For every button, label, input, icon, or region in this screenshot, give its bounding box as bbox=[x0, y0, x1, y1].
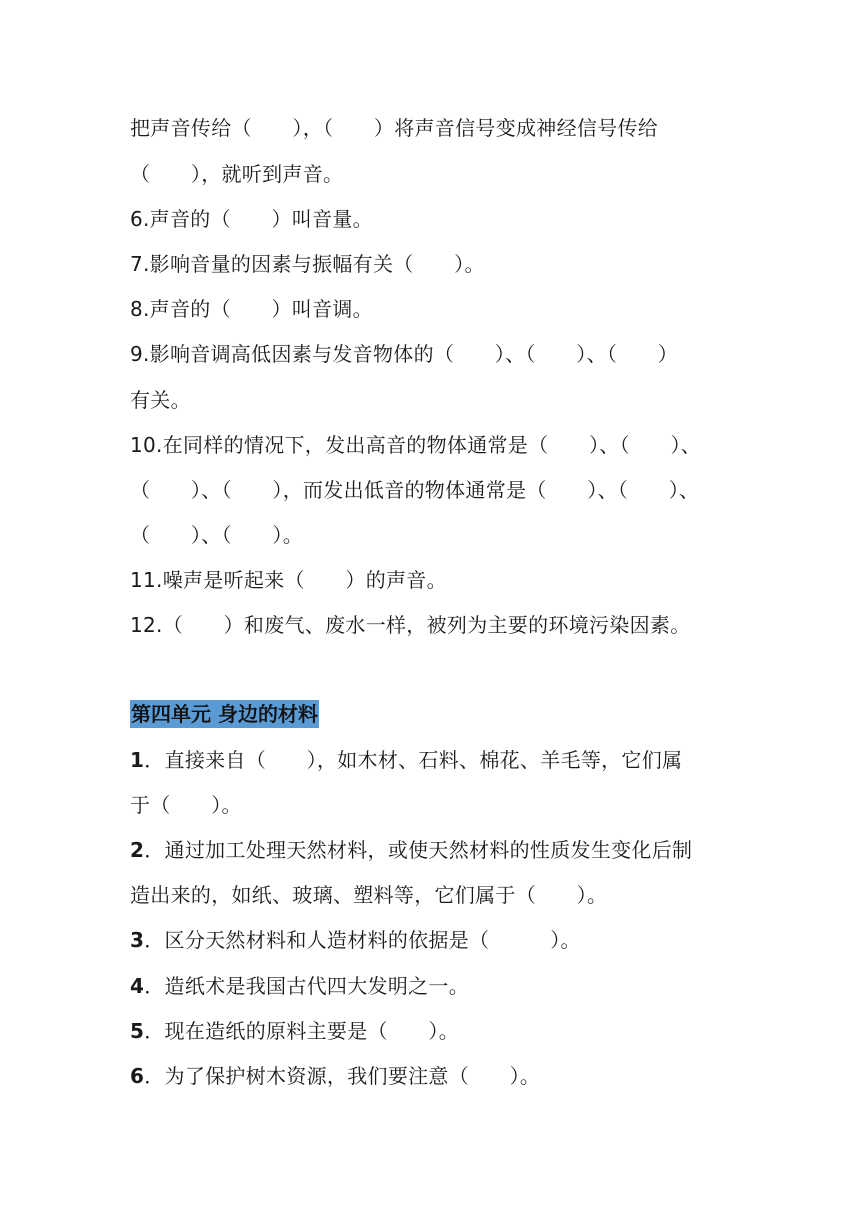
text-line: 把声音传给（ ），（ ）将声音信号变成神经信号传给 bbox=[130, 116, 659, 140]
item-text: ．为了保护树木资源，我们要注意（ ）。 bbox=[144, 1064, 541, 1088]
item-text: ．直接来自（ ），如木材、石料、棉花、羊毛等，它们属 bbox=[144, 748, 683, 772]
item-number: 3 bbox=[130, 928, 145, 952]
item-number: 2 bbox=[130, 838, 145, 862]
item-text: ．现在造纸的原料主要是（ ）。 bbox=[144, 1019, 460, 1043]
item-text: ．通过加工处理天然材料，或使天然材料的性质发生变化后制 bbox=[144, 838, 693, 862]
material-question-4 bbox=[130, 972, 730, 1000]
text-line: （ ），就听到声音。 bbox=[130, 162, 344, 186]
material-question-3 bbox=[130, 926, 730, 954]
item-text: ．造纸术是我国古代四大发明之一。 bbox=[144, 974, 470, 998]
question-12: 12.（ ）和废气、废水一样，被列为主要的环境污染因素。 bbox=[130, 613, 691, 637]
item-text: ．区分天然材料和人造材料的依据是（ ）。 bbox=[144, 928, 581, 952]
text-line: （ ）、（ ），而发出低音的物体通常是（ ）、（ ）、 bbox=[130, 478, 700, 502]
question-10: 10.在同样的情况下，发出高音的物体通常是（ ）、（ ）、 bbox=[130, 433, 702, 457]
question-6: 6.声音的（ ）叫音量。 bbox=[130, 207, 373, 231]
material-question-2 bbox=[130, 836, 730, 864]
item-text: 于（ ）。 bbox=[130, 793, 242, 817]
item-number: 1 bbox=[130, 748, 145, 772]
material-question-5 bbox=[130, 1017, 730, 1045]
question-8: 8.声音的（ ）叫音调。 bbox=[130, 297, 373, 321]
text-line: 有关。 bbox=[130, 388, 191, 412]
item-number: 6 bbox=[130, 1064, 145, 1088]
material-question-1 bbox=[130, 746, 730, 774]
material-question-6 bbox=[130, 1062, 730, 1090]
text-line bbox=[130, 881, 730, 909]
section-heading: 第四单元 身边的材料 bbox=[131, 702, 318, 726]
text-line: （ ）、（ ）。 bbox=[130, 523, 303, 547]
text-line bbox=[130, 791, 730, 819]
question-11: 11.噪声是听起来（ ）的声音。 bbox=[130, 568, 447, 592]
item-number: 4 bbox=[130, 974, 145, 998]
question-7: 7.影响音量的因素与振幅有关（ ）。 bbox=[130, 252, 485, 276]
question-9: 9.影响音调高低因素与发音物体的（ ）、（ ）、（ ） bbox=[130, 342, 679, 366]
item-number: 5 bbox=[130, 1019, 145, 1043]
item-text: 造出来的，如纸、玻璃、塑料等，它们属于（ ）。 bbox=[130, 883, 608, 907]
